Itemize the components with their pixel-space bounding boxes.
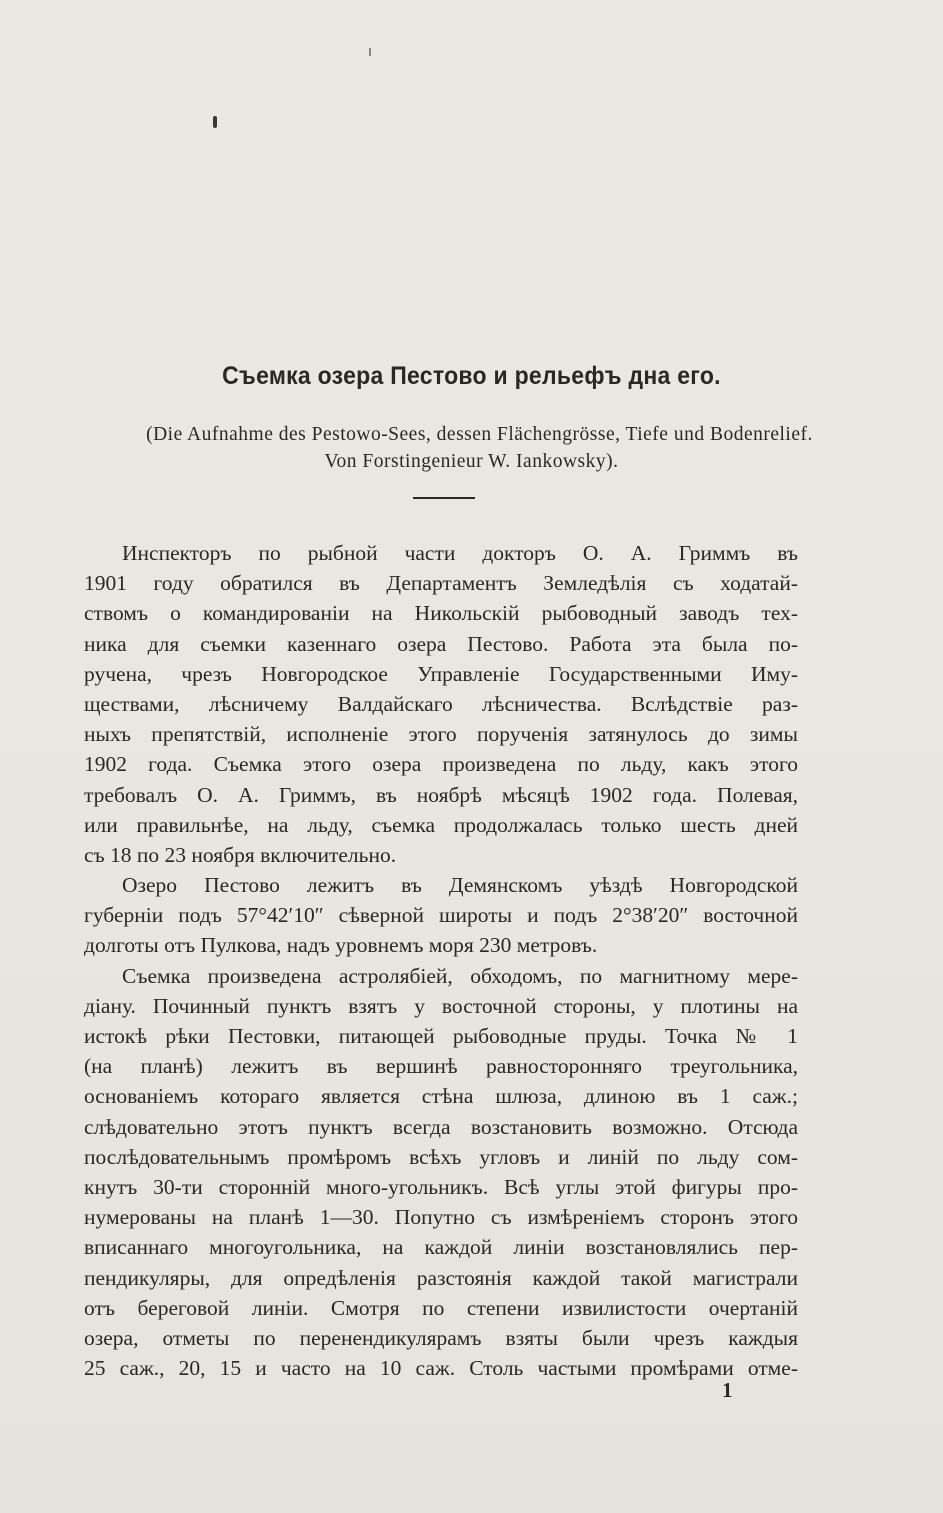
text-line: губерніи подъ 57°42′10″ сѣверной широты и подъ 2°38′20″ восточной <box>84 903 798 928</box>
text-line: долготы отъ Пулкова, надъ уровнемъ моря 230 метровъ. <box>84 933 598 958</box>
text-line: озера, отметы по перенендикулярамъ взяты были чрезъ каждыя <box>84 1325 798 1350</box>
text-line: слѣдовательно этотъ пунктъ всегда возстановить возможно. Отсюда <box>84 1114 798 1139</box>
text-line: ручена, чрезъ Новгородское Управленіе Государственными Иму- <box>84 661 798 686</box>
text-line: ника для съемки казеннаго озера Пестово. Работа эта была по- <box>84 631 798 656</box>
subtitle-line: Von Forstingenieur W. Iankowsky). <box>324 451 619 472</box>
text-line: Съемка произведена астролябіей, обходомъ, по магнитному мере- <box>122 963 798 988</box>
text-line: ствомъ о командированіи на Никольскій рыбоводный заводъ тех- <box>84 601 798 626</box>
page-title: Съемка озера Пестово и рельефъ дна его. <box>222 362 721 390</box>
text-line: Озеро Пестово лежитъ въ Демянскомъ уѣздѣ Новгородской <box>122 873 798 898</box>
text-line: послѣдовательнымъ промѣромъ всѣхъ угловъ и линій по льду сом- <box>84 1144 798 1169</box>
text-line: 1901 году обратился въ Департаментъ Земледѣлія съ ходатай- <box>84 571 798 596</box>
body-text <box>84 538 798 1383</box>
text-line: или правильнѣе, на льду, съемка продолжалась только шесть дней <box>84 812 798 837</box>
section-divider <box>413 497 475 499</box>
text-line: ныхъ препятствій, исполненіе этого порученія затянулось до зимы <box>84 722 798 747</box>
text-line: пендикуляры, для опредѣленія разстоянія каждой такой магистрали <box>84 1265 798 1290</box>
ink-speck <box>369 48 371 56</box>
text-line: вписаннаго многоугольника, на каждой линіи возстановлялись пер- <box>84 1235 798 1260</box>
text-line: требовалъ О. А. Гриммъ, въ ноябрѣ мѣсяцѣ 1902 года. Полевая, <box>84 782 798 807</box>
text-line: ществами, лѣсничему Валдайскаго лѣсничества. Вслѣдствіе раз- <box>84 691 798 716</box>
text-line: діану. Починный пунктъ взятъ у восточной стороны, у плотины на <box>84 993 798 1018</box>
text-line: 1902 года. Съемка этого озера произведена по льду, какъ этого <box>84 752 798 777</box>
text-line: истокѣ рѣки Пестовки, питающей рыбоводные пруды. Точка № 1 <box>84 1024 798 1048</box>
text-line: съ 18 по 23 ноября включительно. <box>84 842 397 867</box>
text-line: кнутъ 30-ти сторонній много-угольникъ. Всѣ углы этой фигуры про- <box>84 1174 798 1199</box>
text-line: нумерованы на планѣ 1—30. Попутно съ измѣреніемъ сторонъ этого <box>84 1205 798 1230</box>
text-line: Инспекторъ по рыбной части докторъ О. А. Гриммъ въ <box>122 541 798 565</box>
text-line: отъ береговой линіи. Смотря по степени извилистости очертаній <box>84 1295 798 1320</box>
page-number: 1 <box>722 1378 733 1402</box>
subtitle-line: (Die Aufnahme des Pestowo-Sees, dessen Flächengrösse, Tiefe und Bodenrelief. <box>146 424 813 445</box>
text-line: основаніемъ котораго является стѣна шлюза, длиною въ 1 саж.; <box>84 1084 798 1109</box>
ink-speck <box>213 116 217 128</box>
text-line: (на планѣ) лежитъ въ вершинѣ равносторонняго треугольника, <box>84 1054 798 1079</box>
text-line: 25 саж., 20, 15 и часто на 10 саж. Столь частыми промѣрами отме- <box>84 1356 798 1381</box>
